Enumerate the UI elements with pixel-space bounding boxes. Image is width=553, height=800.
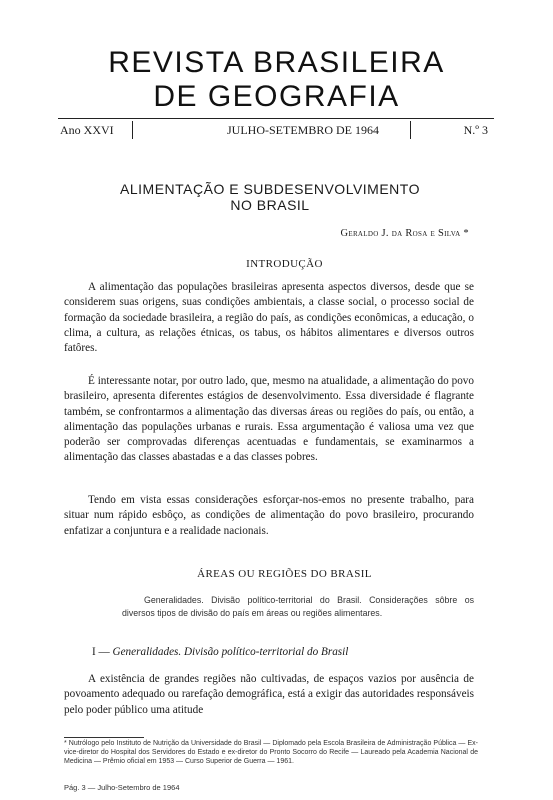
journal-title-line1: REVISTA BRASILEIRA: [108, 46, 445, 79]
body-paragraph: É interessante notar, por outro lado, que, mesmo na atualidade, a alimentação do povo brasileiro, apresenta diferentes estágios de desenvolvimento. Essa diversidade é flagrante também, se confrontarmos a alimentação das diversas áreas ou regiões do país, ou então, a alimentação das populações urbanas e rurais. Essa argumentação é valiosa uma vez que poderão ser comprovadas diferenças acentuadas e fundamentais, se examinarmos a alimentação das classes abastadas e a das classes pobres.: [64, 375, 474, 464]
issue-year: Ano XXVI: [60, 123, 114, 137]
article-author: Geraldo J. da Rosa e Silva *: [340, 228, 469, 239]
issue-divider: [132, 121, 133, 139]
issue-divider: [410, 121, 411, 139]
footnote-rule: [64, 737, 144, 738]
introduction-heading: INTRODUÇÃO: [246, 258, 323, 270]
subsection-heading: [92, 646, 348, 658]
section-summary: Generalidades. Divisão político-territorial do Brasil. Considerações sôbre os diversos tipos de divisão do país em áreas ou regiões alimentares.: [122, 595, 474, 618]
issue-period: JULHO-SETEMBRO DE 1964: [227, 123, 379, 137]
page-folio: Pág. 3 — Julho-Setembro de 1964: [64, 783, 180, 792]
issue-bar: [58, 118, 494, 139]
journal-title-line2: DE GEOGRAFIA: [153, 80, 400, 113]
article-title-line1: ALIMENTAÇÃO E SUBDESENVOLVIMENTO: [120, 181, 420, 197]
regions-heading: ÁREAS OU REGIÕES DO BRASIL: [197, 568, 372, 580]
body-paragraph: A alimentação das populações brasileiras apresenta aspectos diversos, desde que se considerem suas origens, suas condições ambientais, a classe social, o processo social de formação da sociedade brasileira, a região do país, as condições econômicas, a educação, o clima, a cultura, as relações étnicas, os tabus, os hábitos alimentares e diversos outros fatôres.: [64, 281, 474, 355]
subsection-number: I —: [92, 646, 110, 658]
issue-number: N.º 3: [463, 123, 488, 137]
article-title-line2: NO BRASIL: [230, 197, 310, 213]
subsection-title: Generalidades. Divisão político-territorial do Brasil: [112, 646, 349, 658]
body-paragraph: A existência de grandes regiões não cultivadas, de espaços vazios por ausência de povoamento adequado ou rarefação demográfica, está a exigir das autoridades responsáveis pelo poder público uma atitude: [64, 673, 474, 716]
body-paragraph: Tendo em vista essas considerações esforçar-nos-emos no presente trabalho, para situar num rápido esbôço, as condições de alimentação do povo brasileiro, procurando enfatizar a conjuntura e a realidade nacionais.: [64, 494, 474, 537]
author-footnote: * Nutrólogo pelo Instituto de Nutrição da Universidade do Brasil — Diplomado pela Escola Brasileira de Administração Pública — Ex-vice-diretor do Hospital dos Servidores do Estado e ex-diretor do Pronto Socorro do Recife — Laureado pela Academia Nacional de Medicina — Prêmio oficial em 1953 — Curso Superior de Guerra — 1961.: [64, 740, 478, 765]
